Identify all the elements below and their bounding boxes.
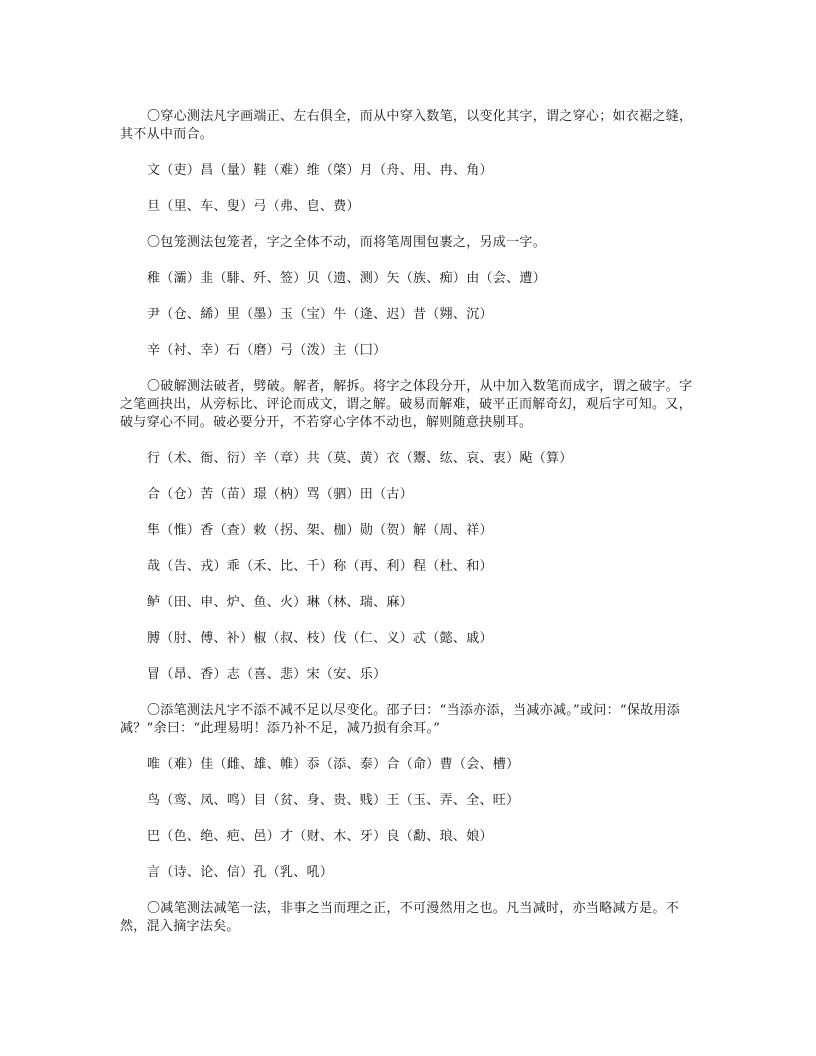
section-intro-baolong: 〇包笼测法包笼者，字之全体不动，而将笔周围包裹之，另成一字。 <box>147 235 547 250</box>
example-line: 鸟（鸾、凤、鸣）目（贫、身、贵、贱）王（玉、弄、全、旺） <box>147 793 520 808</box>
example-line: 膊（肘、傅、补）椒（叔、枝）伐（仁、义）忒（懿、戚） <box>147 631 493 646</box>
example-line: 尹（仓、絺）里（墨）玉（宝）牛（逄、迟）昔（翙、沉） <box>147 307 493 322</box>
example-line: 文（吏）昌（量）鞋（难）维（棨）月（舟、用、冉、角） <box>147 163 493 178</box>
section-intro-pojie: 〇破解测法破者，劈破。解者，解拆。将字之体段分开，从中加入数笔而成字，谓之破字。字之笔画抉出，从旁标比、评论而成文，谓之解。破易而解难，破平正而解奇幻，观后字可知。又，破与穿心不同。破必要分开，不若穿心字体不动也，解则随意抉剔耳。 <box>120 379 693 430</box>
example-line: 隼（惟）香（查）敕（拐、架、枷）勋（贺）解（周、祥） <box>147 523 493 538</box>
example-line: 旦（里、车、叟）弓（弗、皀、费） <box>147 199 360 214</box>
section-intro-tianbi: 〇添笔测法凡字不添不减不足以尽变化。邵子曰：“当添亦添，当减亦减。”或问：“保故用添减？”余曰：“此理易明！添乃补不足，减乃损有余耳。” <box>120 703 681 736</box>
example-line: 哉（告、戎）乖（禾、比、千）称（再、利）程（杜、和） <box>147 559 493 574</box>
section-intro-chuanxin: 〇穿心测法凡字画端正、左右俱全，而从中穿入数笔，以变化其字，谓之穿心；如衣裾之缝，其不从中而合。 <box>120 109 693 142</box>
example-line: 合（仓）苦（苗）璟（枘）骂（驷）田（古） <box>147 487 414 502</box>
example-line: 稚（灞）韭（騑、歼、签）贝（遗、测）矢（族、痴）由（会、遭） <box>147 271 547 286</box>
section-intro-jianbi: 〇减笔测法减笔一法，非事之当而理之正，不可漫然用之也。凡当减时，亦当略减方是。不然，混入摘字法矣。 <box>120 901 680 934</box>
example-line: 巴（色、绝、疤、邑）才（财、木、牙）良（勫、琅、娘） <box>147 829 493 844</box>
example-line: 行（术、衙、衍）辛（章）共（莫、黄）衣（鬻、纮、哀、衷）飐（算） <box>147 451 573 466</box>
example-line: 言（诗、论、信）孔（乳、吼） <box>147 865 334 880</box>
document-page <box>120 108 700 936</box>
example-line: 辛（衬、幸）石（磨）弓（泼）主（囗） <box>147 343 387 358</box>
example-line: 鲈（田、申、炉、鱼、火）琳（林、瑞、麻） <box>147 595 414 610</box>
example-line: 唯（难）佳（雌、雄、帷）忝（添、泰）合（命）曹（会、槽） <box>147 757 520 772</box>
example-line: 冒（昂、香）志（喜、悲）宋（安、乐） <box>147 667 387 682</box>
